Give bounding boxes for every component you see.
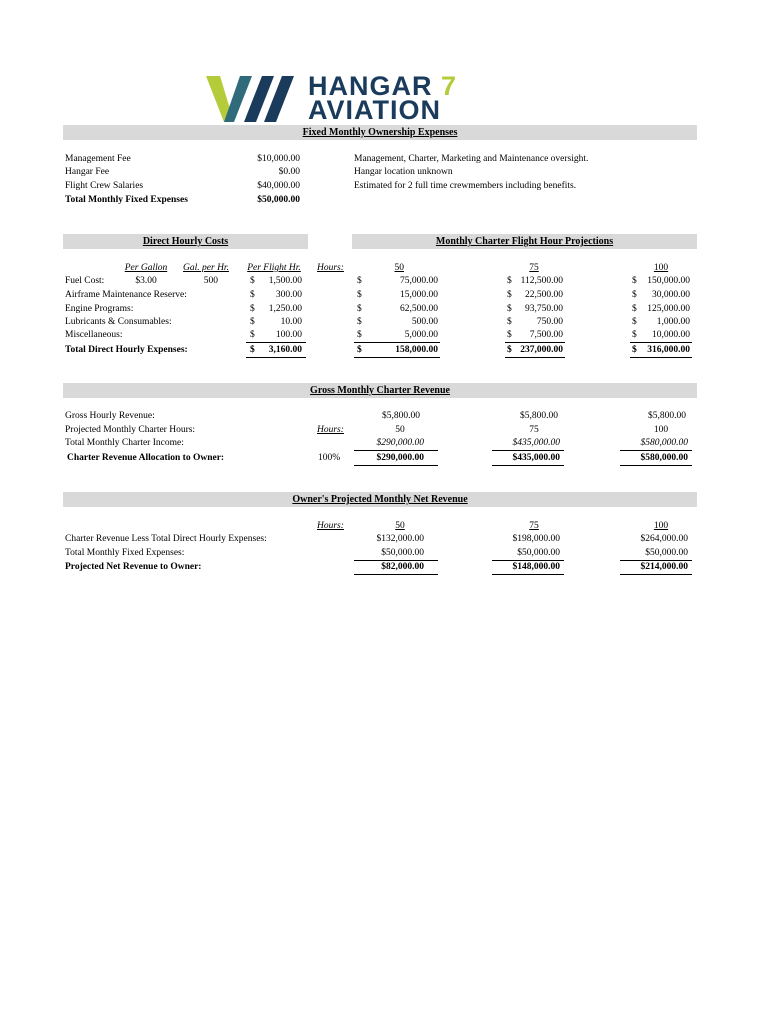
direct-costs-header [63,234,308,249]
net-revenue-title: Owner's Projected Monthly Net Revenue [292,494,468,505]
dollar-sign: $ [632,290,637,300]
h50-value: 75,000.00 [400,276,438,286]
h75-value: $435,000.00 [512,453,560,463]
h75-value: 75 [529,425,539,435]
gross-rule [620,450,692,451]
total-h100: 316,000.00 [647,345,690,355]
h75-value: $198,000.00 [512,534,560,544]
total-h50: 158,000.00 [395,345,438,355]
per-hr-value: 100.00 [275,330,302,340]
h50-value: $5,800.00 [382,411,420,421]
h75-value: $5,800.00 [520,411,558,421]
h50-value: $50,000.00 [381,548,424,558]
logo-line-aviation: AVIATION [308,95,441,125]
dollar-sign: $ [357,345,362,355]
dollar-sign: $ [357,317,362,327]
h100-value: 100 [653,425,669,435]
dollar-sign: $ [250,304,255,314]
h100-value: $5,800.00 [648,411,686,421]
dollar-sign: $ [250,276,255,286]
total-rule [246,342,306,343]
projections-header [352,234,697,249]
dollar-sign: $ [632,330,637,340]
per-hr-value: 300.00 [275,290,302,300]
row-label: Projected Net Revenue to Owner: [65,562,202,572]
gross-rule [354,450,438,451]
col-hours-50: 50 [394,263,404,273]
row-label: Gross Hourly Revenue: [65,411,155,421]
per-gallon: $3.00 [135,276,157,286]
row-label: Miscellaneous: [65,330,123,340]
dollar-sign: $ [507,317,512,327]
row-label: Fuel Cost: [65,276,105,286]
logo-line-hangar: HANGAR 7 [308,71,458,101]
h75-value: 22,500.00 [525,290,563,300]
net-rule [354,560,438,561]
dollar-sign: $ [632,276,637,286]
dollar-sign: $ [250,330,255,340]
fixed-value: $0.00 [278,167,300,177]
dollar-sign: $ [632,304,637,314]
row-label: Lubricants & Consumables: [65,317,172,327]
fixed-note: Management, Charter, Marketing and Maintenance oversight. [354,154,589,164]
total-label: Total Direct Hourly Expenses: [65,345,188,355]
h50-value: $132,000.00 [376,534,424,544]
col-hours-75: 75 [529,263,539,273]
h75-value: $148,000.00 [512,562,560,572]
total-rule [354,342,440,343]
gross-rule [492,465,564,466]
h50-value: $290,000.00 [376,453,424,463]
h100-value: 1,000.00 [656,317,690,327]
per-hr-value: 1,250.00 [268,304,302,314]
col-gal-per-hr: Gal. per Hr. [183,263,229,273]
h100-value: 125,000.00 [647,304,690,314]
row-label: Total Monthly Fixed Expenses: [65,548,185,558]
dollar-sign: $ [507,290,512,300]
dollar-sign: $ [357,304,362,314]
dollar-sign: $ [357,290,362,300]
h100-value: 10,000.00 [652,330,690,340]
fixed-value: $10,000.00 [257,154,300,164]
gross-revenue-title: Gross Monthly Charter Revenue [310,385,450,396]
gal-per-hr: 500 [203,276,218,286]
fixed-note: Hangar location unknown [354,167,453,177]
row-label: Charter Revenue Allocation to Owner: [67,453,225,463]
net-rule [620,574,692,575]
dollar-sign: $ [250,290,255,300]
dollar-sign: $ [357,330,362,340]
net-rule [354,574,438,575]
dollar-sign: $ [507,330,512,340]
fixed-label: Flight Crew Salaries [65,181,144,191]
h50-value: $82,000.00 [381,562,424,572]
dollar-sign: $ [507,345,512,355]
h75-value: 112,500.00 [520,276,563,286]
allocation-percent: 100% [318,453,341,463]
logo-mark-icon [206,76,302,122]
per-hr-value: 1,500.00 [268,276,302,286]
dollar-sign: $ [357,276,362,286]
gross-rule [620,465,692,466]
total-h75: 237,000.00 [520,345,563,355]
logo-digit: 7 [441,71,458,101]
gross-rule [354,465,438,466]
dollar-sign: $ [632,345,637,355]
h75-value: $435,000.00 [512,438,560,448]
net-rule [492,560,564,561]
h50-value: 15,000.00 [400,290,438,300]
gross-revenue-header [63,383,697,398]
row-label: Projected Monthly Charter Hours: [65,425,196,435]
per-hr-value: 10.00 [280,317,302,327]
fixed-note: Estimated for 2 full time crewmembers including benefits. [354,181,577,191]
total-double-rule [354,357,440,358]
total-double-rule [630,357,692,358]
h100-value: $214,000.00 [640,562,688,572]
net-rule [492,574,564,575]
h100-value: $264,000.00 [640,534,688,544]
projections-title: Monthly Charter Flight Hour Projections [435,236,614,247]
col-hours-100: 100 [653,263,669,273]
fixed-total-label: Total Monthly Fixed Expenses [65,195,188,205]
dollar-sign: $ [632,317,637,327]
h75-value: 750.00 [536,317,563,327]
row-label: Engine Programs: [65,304,134,314]
row-label: Total Monthly Charter Income: [65,438,184,448]
gross-rule [492,450,564,451]
fixed-label: Management Fee [65,154,131,164]
net-hours-50: 50 [395,521,405,531]
hours-label: Hours: [317,425,344,435]
h100-value: 150,000.00 [647,276,690,286]
dollar-sign: $ [250,317,255,327]
net-hours-100: 100 [653,521,669,531]
h100-value: $50,000.00 [645,548,688,558]
h100-value: $580,000.00 [640,438,688,448]
dollar-sign: $ [507,276,512,286]
h50-value: 5,000.00 [404,330,438,340]
dollar-sign: $ [250,345,255,355]
col-per-flight-hr: Per Flight Hr. [247,263,301,273]
net-hours-label: Hours: [317,521,344,531]
h100-value: 30,000.00 [652,290,690,300]
fixed-label: Hangar Fee [65,167,110,177]
col-hours-label: Hours: [317,263,344,273]
net-revenue-header [63,492,697,507]
dollar-sign: $ [507,304,512,314]
h100-value: $580,000.00 [640,453,688,463]
h75-value: 7,500.00 [529,330,563,340]
fixed-total-value: $50,000.00 [257,195,300,205]
net-hours-75: 75 [529,521,539,531]
h50-value: 62,500.00 [400,304,438,314]
h75-value: 93,750.00 [525,304,563,314]
h75-value: $50,000.00 [517,548,560,558]
fixed-expenses-title: Fixed Monthly Ownership Expenses [302,127,458,138]
total-per-hr: 3,160.00 [268,345,302,355]
total-double-rule [246,357,306,358]
row-label: Charter Revenue Less Total Direct Hourly Expenses: [65,534,267,544]
fixed-value: $40,000.00 [257,181,300,191]
col-per-gallon: Per Gallon [124,263,168,273]
total-double-rule [505,357,565,358]
h50-value: $290,000.00 [376,438,424,448]
direct-costs-title: Direct Hourly Costs [142,236,229,247]
total-rule [630,342,692,343]
row-label: Airframe Maintenance Reserve: [65,290,187,300]
h50-value: 50 [395,425,405,435]
h50-value: 500.00 [411,317,438,327]
net-rule [620,560,692,561]
total-rule [505,342,565,343]
fixed-expenses-header [63,125,697,140]
